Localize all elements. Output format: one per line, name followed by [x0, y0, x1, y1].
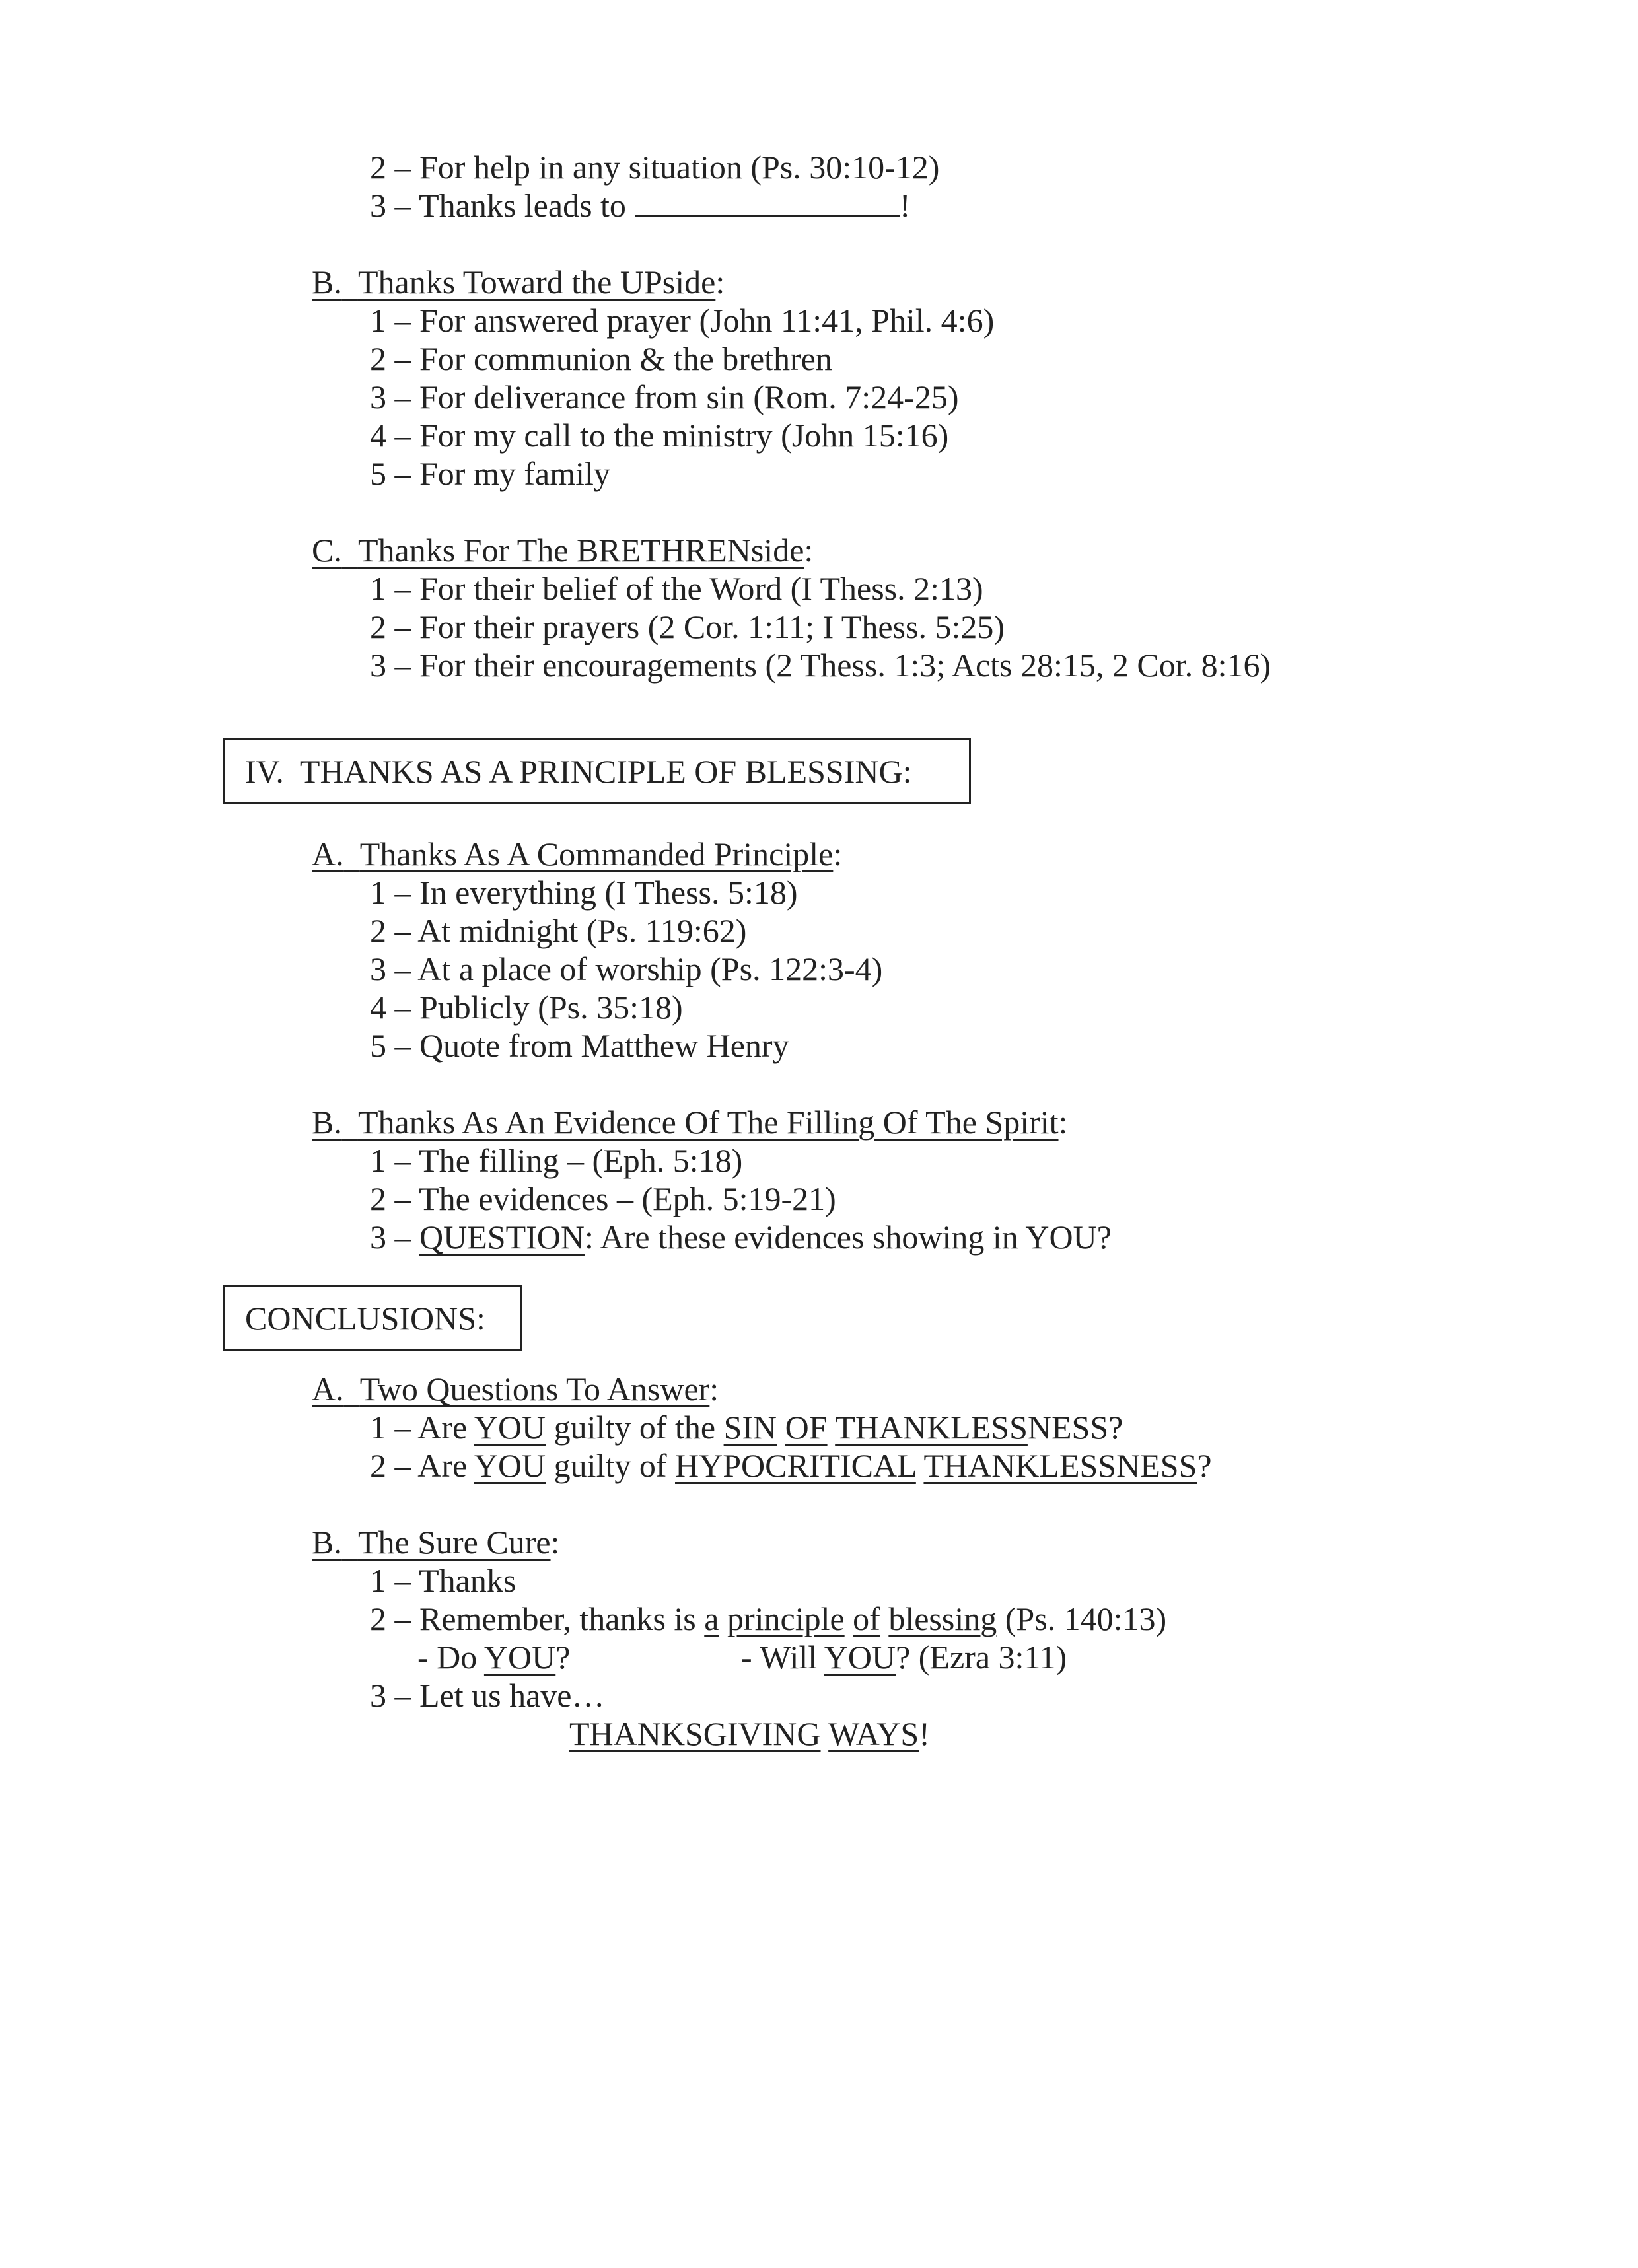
list-item: 4 – Publicly (Ps. 35:18): [370, 989, 683, 1026]
list-item: 5 – Quote from Matthew Henry: [370, 1027, 789, 1064]
list-item: 2 – For their prayers (2 Cor. 1:11; I Thess. 5:25): [370, 608, 1005, 645]
list-item: 1 – Are YOU guilty of the SIN OF THANKLESSNESS?: [370, 1409, 1123, 1446]
list-item: 1 – For answered prayer (John 11:41, Phil. 4:6): [370, 302, 995, 339]
list-item: 2 – At midnight (Ps. 119:62): [370, 912, 747, 949]
subheading-a: A. Thanks As A Commanded Principle:: [312, 835, 843, 872]
list-item: 2 – Remember, thanks is a principle of blessing (Ps. 140:13): [370, 1600, 1167, 1637]
list-item: 4 – For my call to the ministry (John 15:16): [370, 417, 949, 454]
list-item: 1 – The filling – (Eph. 5:18): [370, 1142, 743, 1179]
subheading-b: B. Thanks As An Evidence Of The Filling Of The Spirit:: [312, 1104, 1068, 1141]
list-item: 3 – For their encouragements (2 Thess. 1:3; Acts 28:15, 2 Cor. 8:16): [370, 647, 1271, 684]
list-item: 1 – For their belief of the Word (I Thess. 2:13): [370, 570, 983, 607]
subheading-b: B. Thanks Toward the UPside:: [312, 264, 725, 301]
subheading-b: B. The Sure Cure:: [312, 1524, 560, 1561]
list-item: 3 – At a place of worship (Ps. 122:3-4): [370, 950, 883, 987]
list-item: 2 – For help in any situation (Ps. 30:10-12): [370, 149, 940, 186]
will-you-line: - Will YOU? (Ezra 3:11): [741, 1639, 1067, 1676]
list-item: 3 – Thanks leads to !: [370, 187, 911, 224]
list-item: 1 – Thanks: [370, 1562, 516, 1599]
list-item: 3 – Let us have…: [370, 1677, 605, 1714]
list-item: 2 – For communion & the brethren: [370, 340, 832, 377]
section-heading-box: [223, 738, 971, 804]
section-heading: IV. THANKS AS A PRINCIPLE OF BLESSING:: [245, 753, 912, 790]
fill-in-blank: [635, 190, 900, 217]
list-item: 1 – In everything (I Thess. 5:18): [370, 874, 798, 911]
do-you-line: - Do YOU?: [417, 1639, 571, 1676]
list-item: 2 – The evidences – (Eph. 5:19-21): [370, 1180, 836, 1217]
subheading-a: A. Two Questions To Answer:: [312, 1370, 719, 1407]
list-item: 3 – QUESTION: Are these evidences showing in YOU?: [370, 1219, 1112, 1256]
list-item: 3 – For deliverance from sin (Rom. 7:24-25): [370, 378, 959, 415]
list-item: 5 – For my family: [370, 455, 610, 492]
list-item: 2 – Are YOU guilty of HYPOCRITICAL THANKLESSNESS?: [370, 1447, 1212, 1484]
subheading-c: C. Thanks For The BRETHRENside:: [312, 532, 814, 569]
closing-line: THANKSGIVING WAYS!: [569, 1715, 930, 1752]
section-heading: CONCLUSIONS:: [245, 1300, 485, 1337]
conclusions-heading-box: [223, 1285, 522, 1351]
